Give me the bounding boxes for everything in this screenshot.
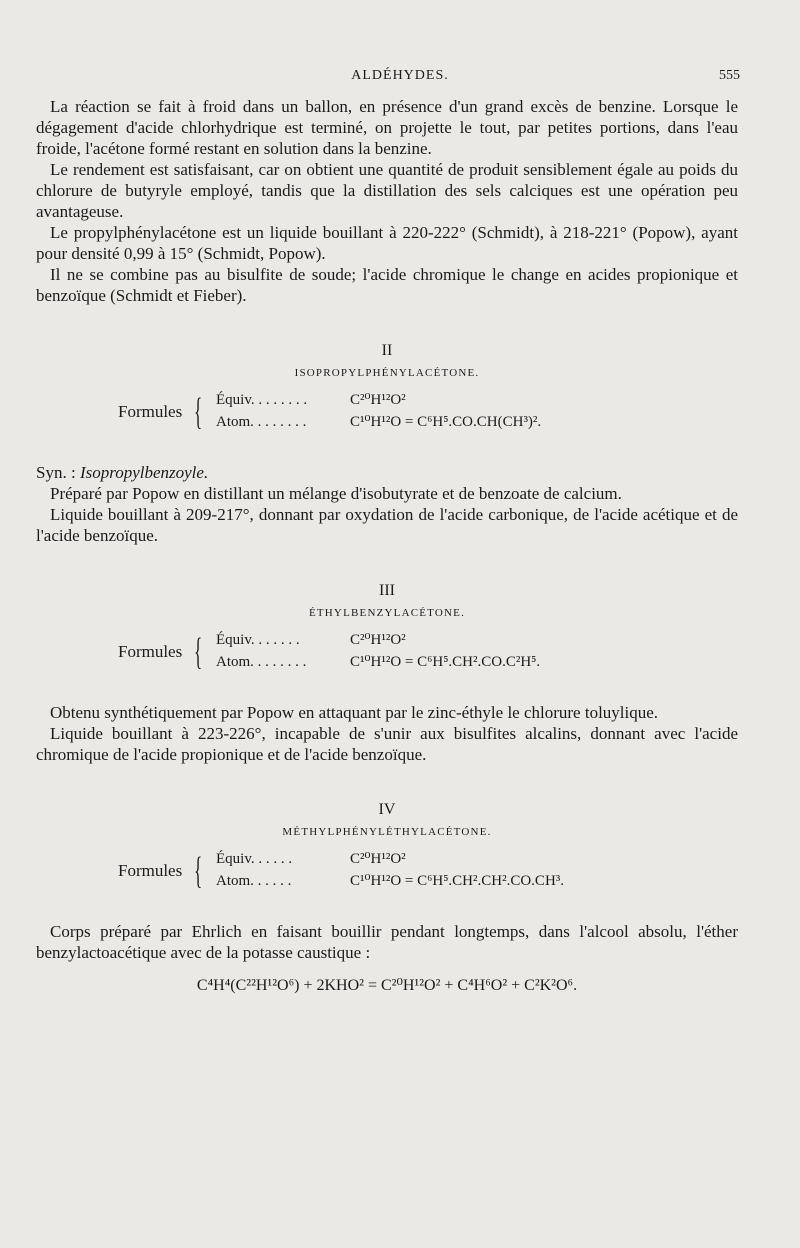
brace-icon: { [194,631,203,673]
paragraph: La réaction se fait à froid dans un ballon, en présence d'un grand excès de benzine. Lorsque le dégagement d'acide chlorhydrique est terminé, on projette le tout, par petites portions, dans l'eau froide, l'acétone formé restant en solution dans la benzine. [36,97,738,158]
equiv-row [216,630,406,650]
atom-value: C¹⁰H¹²O = C⁶H⁵.CH².CH².CO.CH³. [350,873,565,889]
formulas-label: Formules [118,402,183,421]
brace-icon: { [194,391,203,433]
synonym-prefix: Syn. : [36,463,80,482]
atom-row [216,412,542,432]
formulas-label: Formules [118,642,183,661]
atom-label: Atom. . . . . . . . [216,414,307,430]
atom-label: Atom. . . . . . [216,873,292,889]
reaction-equation: C⁴H⁴(C²²H¹²O⁶) + 2KHO² = C²⁰H¹²O² + C⁴H⁶O² + C²K²O⁶. [196,977,578,994]
section-title: ÉTHYLBENZYLACÉTONE. [308,607,466,619]
equiv-label: Équiv. . . . . . [216,851,293,867]
running-title: ALDÉHYDES. [351,68,449,83]
formulas-label: Formules [118,861,183,880]
atom-label: Atom. . . . . . . . [216,654,307,670]
paragraph: Le rendement est satisfaisant, car on obtient une quantité de produit sensiblement égale au poids du chlorure de butyryle employé, tandis que la distillation des sels calciques est une opération peu avantageuse. [36,160,738,221]
atom-value: C¹⁰H¹²O = C⁶H⁵.CO.CH(CH³)². [350,414,542,430]
section-title: ISOPROPYLPHÉNYLACÉTONE. [294,367,480,379]
paragraph: Le propylphénylacétone est un liquide bouillant à 220-222° (Schmidt), à 218-221° (Popow), ayant pour densité 0,99 à 15° (Schmidt, Popow). [36,223,738,263]
section-number: II [381,342,393,359]
formula-block [36,388,738,440]
synonym-name: Isopropylbenzoyle. [79,463,209,482]
equiv-row [216,390,406,410]
section-title: MÉTHYLPHÉNYLÉTHYLACÉTONE. [282,826,492,838]
paragraph: Liquide bouillant à 223-226°, incapable de s'unir aux bisulfites alcalins, donnant avec l'acide chromique de l'acide propionique et de l'acide benzoïque. [36,724,738,764]
equiv-value: C²⁰H¹²O² [350,632,406,648]
paragraph: Préparé par Popow en distillant un mélange d'isobutyrate et de benzoate de calcium. [50,484,622,503]
paragraph: Liquide bouillant à 209-217°, donnant par oxydation de l'acide carbonique, de l'acide acétique et de l'acide benzoïque. [36,505,738,545]
paragraph: Corps préparé par Ehrlich en faisant bouillir pendant longtemps, dans l'alcool absolu, l'éther benzylactoacétique avec de la potasse caustique : [36,922,738,962]
atom-value: C¹⁰H¹²O = C⁶H⁵.CH².CO.C²H⁵. [350,654,541,670]
page-content [36,96,738,995]
paragraph: Il ne se combine pas au bisulfite de soude; l'acide chromique le change en acides propionique et benzoïque (Schmidt et Fieber). [36,265,738,305]
equiv-row [216,849,406,869]
atom-row [216,652,541,672]
paragraph: Obtenu synthétiquement par Popow en attaquant par le zinc-éthyle le chlorure toluylique. [50,703,659,722]
synonym-line [36,462,738,483]
equiv-value: C²⁰H¹²O² [350,851,406,867]
formula-block [36,847,738,899]
formula-block [36,628,738,680]
page-number: 555 [719,68,740,83]
equiv-label: Équiv. . . . . . . . [216,392,308,408]
brace-icon: { [194,850,203,892]
equiv-label: Équiv. . . . . . . [216,632,300,648]
atom-row [216,871,565,891]
section-number: IV [378,801,396,818]
equiv-value: C²⁰H¹²O² [350,392,406,408]
page-header [0,68,800,88]
section-number: III [379,582,395,599]
